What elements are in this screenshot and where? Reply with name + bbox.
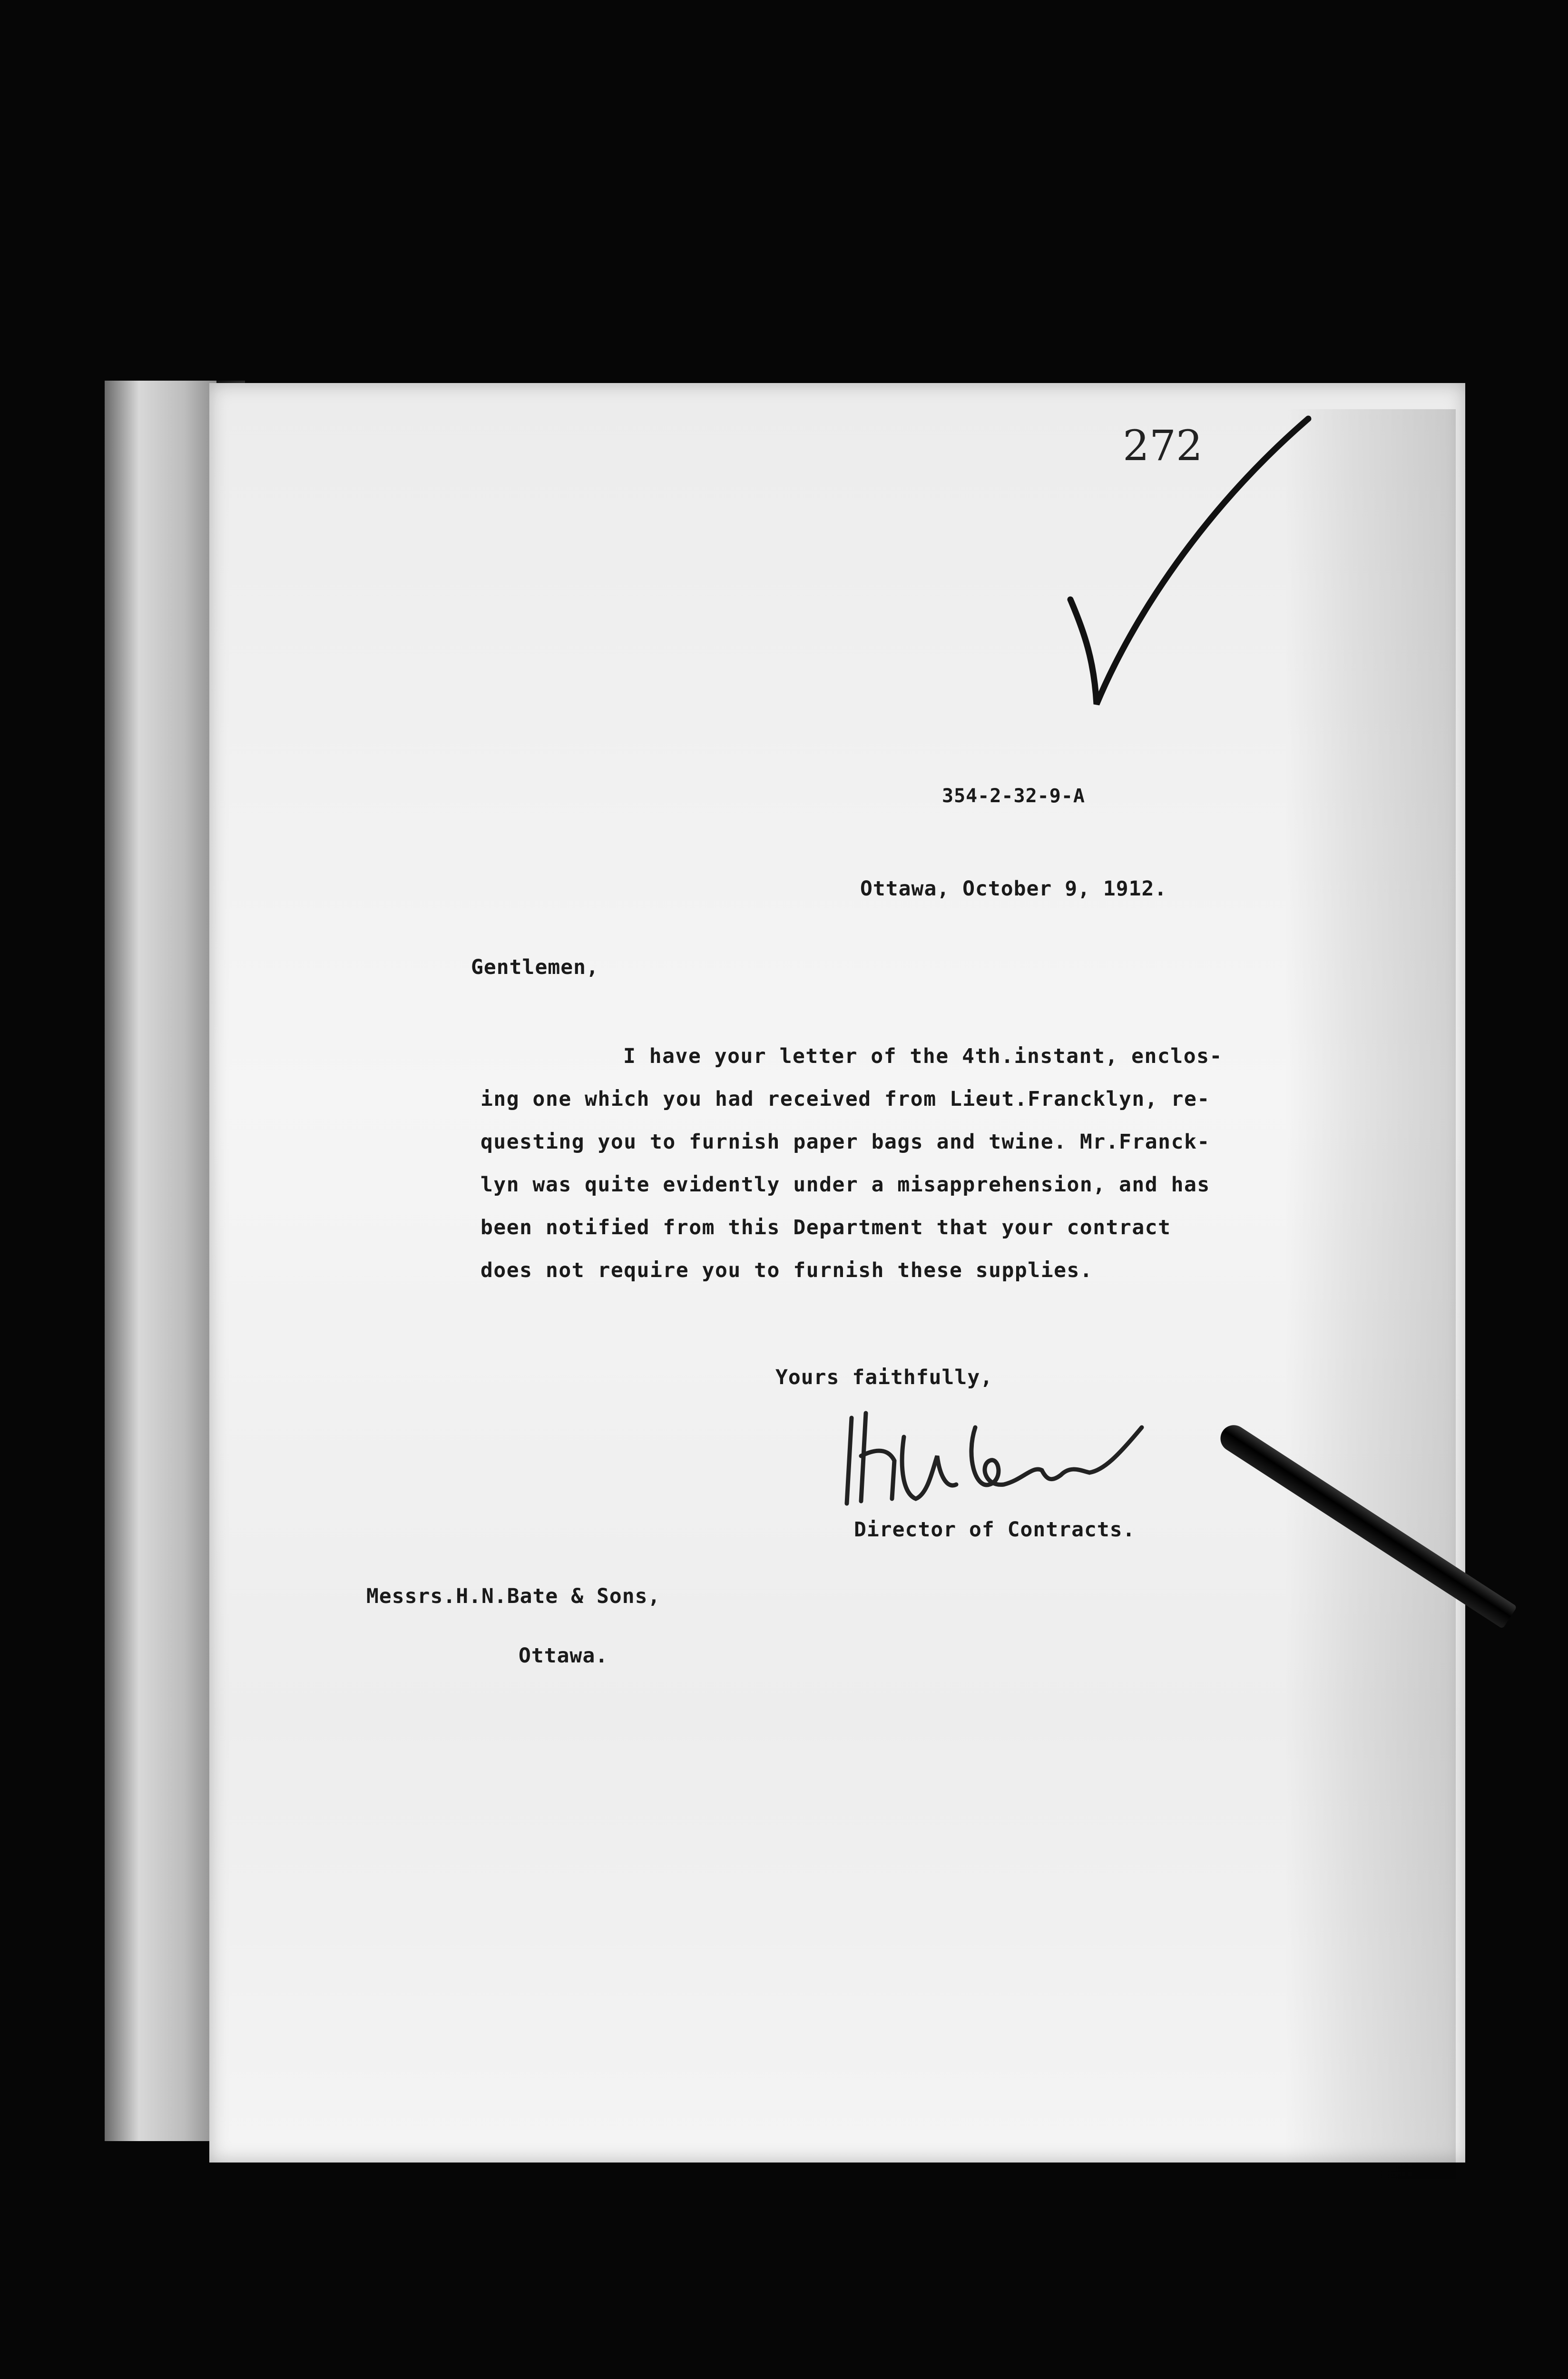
body-line: I have your letter of the 4th.instant, enclos- xyxy=(623,1044,1223,1068)
closing: Yours faithfully, xyxy=(775,1366,993,1389)
folio-number: 272 xyxy=(1123,421,1203,470)
check-mark-icon xyxy=(1051,409,1318,714)
underlying-page-edge xyxy=(105,381,219,2141)
body-line: been notified from this Department that your contract xyxy=(480,1216,1171,1239)
addressee-name: Messrs.H.N.Bate & Sons, xyxy=(366,1584,661,1608)
signatory-title: Director of Contracts. xyxy=(854,1518,1136,1542)
body-line: questing you to furnish paper bags and twine. Mr.Franck- xyxy=(480,1130,1210,1154)
salutation: Gentlemen, xyxy=(471,955,599,979)
body-line: ing one which you had received from Lieut.Francklyn, re- xyxy=(480,1087,1210,1111)
body-line: does not require you to furnish these supplies. xyxy=(480,1258,1093,1282)
addressee-city: Ottawa. xyxy=(519,1644,608,1668)
body-line: lyn was quite evidently under a misapprehension, and has xyxy=(480,1173,1210,1197)
place-and-date: Ottawa, October 9, 1912. xyxy=(860,877,1167,901)
handwritten-signature xyxy=(833,1399,1147,1513)
file-reference: 354-2-32-9-A xyxy=(942,785,1085,807)
